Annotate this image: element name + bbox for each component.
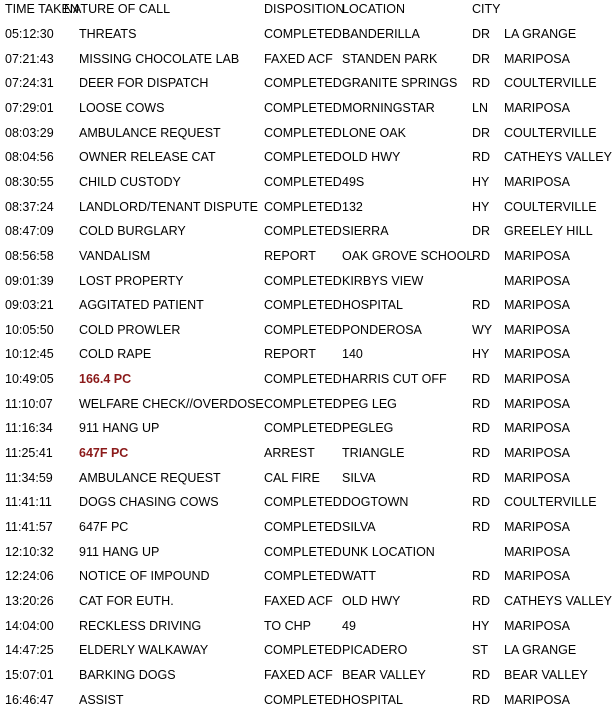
city-cell: MARIPOSA: [504, 347, 570, 362]
table-row: [0, 50, 614, 68]
street-type-cell: DR: [472, 51, 491, 66]
street-type-cell: DR: [472, 224, 491, 239]
nature-of-call-cell: RECKLESS DRIVING: [79, 618, 202, 633]
nature-of-call-cell: LANDLORD/TENANT DISPUTE: [79, 199, 258, 214]
street-type-cell: RD: [472, 667, 491, 682]
table-row: [0, 25, 614, 43]
table-row: [0, 99, 614, 117]
time-cell: 07:24:31: [5, 76, 54, 91]
nature-of-call-cell: BARKING DOGS: [79, 667, 176, 682]
time-cell: 11:10:07: [5, 396, 53, 411]
location-cell: WATT: [342, 569, 377, 584]
nature-of-call-cell: LOOSE COWS: [79, 100, 165, 115]
disposition-cell: COMPLETED: [264, 692, 342, 707]
table-row: [0, 567, 614, 585]
street-type-cell: RD: [472, 150, 491, 165]
disposition-cell: FAXED ACF: [264, 51, 333, 66]
table-row: [0, 296, 614, 314]
location-cell: BEAR VALLEY: [342, 667, 426, 682]
location-cell: 140: [342, 347, 363, 362]
nature-of-call-cell: THREATS: [79, 27, 137, 41]
city-cell: MARIPOSA: [504, 298, 570, 313]
time-cell: 11:41:57: [5, 520, 53, 534]
location-cell: HARRIS CUT OFF: [342, 372, 447, 387]
disposition-cell: ARREST: [264, 446, 315, 460]
disposition-cell: COMPLETED: [264, 396, 342, 411]
time-cell: 14:47:25: [5, 643, 54, 658]
location-cell: MORNINGSTAR: [342, 100, 435, 115]
nature-of-call-cell: 911 HANG UP: [79, 421, 160, 436]
header-nature-of-call: NATURE OF CALL: [64, 2, 171, 16]
header-location: LOCATION: [342, 2, 405, 16]
table-row: [0, 173, 614, 191]
location-cell: OLD HWY: [342, 150, 401, 165]
disposition-cell: COMPLETED: [264, 322, 342, 337]
street-type-cell: DR: [472, 125, 491, 140]
time-cell: 11:16:34: [5, 421, 53, 436]
table-row: [0, 272, 614, 290]
disposition-cell: COMPLETED: [264, 174, 342, 189]
location-cell: PEGLEG: [342, 421, 394, 436]
disposition-cell: COMPLETED: [264, 421, 342, 436]
table-row: [0, 641, 614, 659]
city-cell: CATHEYS VALLEY: [504, 150, 612, 165]
disposition-cell: COMPLETED: [264, 100, 342, 115]
table-row: [0, 469, 614, 487]
time-cell: 14:04:00: [5, 618, 54, 633]
street-type-cell: RD: [472, 76, 491, 91]
disposition-cell: COMPLETED: [264, 125, 342, 140]
disposition-cell: COMPLETED: [264, 643, 342, 658]
disposition-cell: REPORT: [264, 248, 316, 263]
location-cell: SILVA: [342, 520, 376, 534]
street-type-cell: HY: [472, 347, 490, 362]
time-cell: 12:24:06: [5, 569, 54, 584]
table-row: [0, 543, 614, 561]
nature-of-call-cell: WELFARE CHECK//OVERDOSE: [79, 396, 264, 411]
location-cell: OLD HWY: [342, 593, 401, 608]
location-cell: UNK LOCATION: [342, 544, 435, 559]
nature-of-call-cell: DEER FOR DISPATCH: [79, 76, 209, 91]
location-cell: STANDEN PARK: [342, 51, 438, 66]
location-cell: HOSPITAL: [342, 692, 403, 707]
time-cell: 12:10:32: [5, 544, 54, 559]
table-row: [0, 691, 614, 709]
disposition-cell: COMPLETED: [264, 199, 342, 214]
table-row: [0, 247, 614, 265]
location-cell: GRANITE SPRINGS: [342, 76, 458, 91]
city-cell: MARIPOSA: [504, 372, 570, 387]
disposition-cell: FAXED ACF: [264, 593, 333, 608]
time-cell: 08:04:56: [5, 150, 54, 165]
city-cell: COULTERVILLE: [504, 76, 597, 91]
time-cell: 16:46:47: [5, 692, 54, 707]
nature-of-call-cell: 647F PC: [79, 520, 129, 534]
location-cell: LONE OAK: [342, 125, 406, 140]
time-cell: 07:21:43: [5, 51, 54, 66]
table-row: [0, 148, 614, 166]
nature-of-call-cell: COLD PROWLER: [79, 322, 181, 337]
city-cell: MARIPOSA: [504, 692, 570, 707]
city-cell: MARIPOSA: [504, 446, 570, 460]
city-cell: MARIPOSA: [504, 520, 570, 534]
city-cell: BEAR VALLEY: [504, 667, 588, 682]
disposition-cell: COMPLETED: [264, 273, 342, 288]
nature-of-call-cell: ASSIST: [79, 692, 124, 707]
street-type-cell: RD: [472, 248, 491, 263]
street-type-cell: RD: [472, 593, 491, 608]
table-row: [0, 493, 614, 511]
table-row: [0, 222, 614, 240]
street-type-cell: RD: [472, 569, 491, 584]
street-type-cell: RD: [472, 298, 491, 313]
city-cell: LA GRANGE: [504, 643, 577, 658]
table-row: [0, 124, 614, 142]
header-time-taken: TIME TAKEN: [5, 2, 79, 16]
table-row: [0, 518, 614, 536]
city-cell: MARIPOSA: [504, 396, 570, 411]
location-cell: KIRBYS VIEW: [342, 273, 424, 288]
disposition-cell: COMPLETED: [264, 76, 342, 91]
header-disposition: DISPOSITION: [264, 2, 345, 16]
disposition-cell: TO CHP: [264, 618, 311, 633]
location-cell: SIERRA: [342, 224, 389, 239]
city-cell: COULTERVILLE: [504, 495, 597, 510]
nature-of-call-cell: LOST PROPERTY: [79, 273, 184, 288]
time-cell: 08:56:58: [5, 248, 54, 263]
location-cell: SILVA: [342, 470, 376, 485]
location-cell: 132: [342, 199, 363, 214]
disposition-cell: COMPLETED: [264, 27, 342, 41]
time-cell: 11:25:41: [5, 446, 53, 460]
street-type-cell: ST: [472, 643, 488, 658]
street-type-cell: RD: [472, 372, 491, 387]
location-cell: DOGTOWN: [342, 495, 409, 510]
time-cell: 07:29:01: [5, 100, 54, 115]
disposition-cell: COMPLETED: [264, 298, 342, 313]
time-cell: 11:34:59: [5, 470, 53, 485]
nature-of-call-cell: VANDALISM: [79, 248, 151, 263]
nature-of-call-cell: MISSING CHOCOLATE LAB: [79, 51, 240, 66]
city-cell: MARIPOSA: [504, 273, 570, 288]
street-type-cell: RD: [472, 396, 491, 411]
time-cell: 10:05:50: [5, 322, 54, 337]
header-row: [0, 0, 614, 18]
city-cell: MARIPOSA: [504, 100, 570, 115]
disposition-cell: FAXED ACF: [264, 667, 333, 682]
street-type-cell: HY: [472, 618, 490, 633]
nature-of-call-cell: AMBULANCE REQUEST: [79, 470, 221, 485]
disposition-cell: COMPLETED: [264, 224, 342, 239]
table-row: [0, 198, 614, 216]
nature-of-call-cell: 647F PC: [79, 446, 129, 460]
nature-of-call-cell: DOGS CHASING COWS: [79, 495, 219, 510]
city-cell: MARIPOSA: [504, 248, 570, 263]
time-cell: 08:37:24: [5, 199, 54, 214]
nature-of-call-cell: CHILD CUSTODY: [79, 174, 181, 189]
nature-of-call-cell: 166.4 PC: [79, 372, 132, 387]
city-cell: MARIPOSA: [504, 174, 570, 189]
time-cell: 08:03:29: [5, 125, 54, 140]
time-cell: 10:12:45: [5, 347, 54, 362]
time-cell: 09:01:39: [5, 273, 54, 288]
city-cell: MARIPOSA: [504, 421, 570, 436]
city-cell: GREELEY HILL: [504, 224, 593, 239]
city-cell: CATHEYS VALLEY: [504, 593, 612, 608]
location-cell: OAK GROVE SCHOOL: [342, 248, 474, 263]
table-row: [0, 74, 614, 92]
disposition-cell: COMPLETED: [264, 569, 342, 584]
location-cell: BANDERILLA: [342, 27, 420, 41]
city-cell: LA GRANGE: [504, 27, 577, 41]
disposition-cell: COMPLETED: [264, 495, 342, 510]
street-type-cell: LN: [472, 100, 488, 115]
city-cell: MARIPOSA: [504, 544, 570, 559]
city-cell: MARIPOSA: [504, 322, 570, 337]
nature-of-call-cell: AGGITATED PATIENT: [79, 298, 204, 313]
location-cell: PICADERO: [342, 643, 408, 658]
disposition-cell: COMPLETED: [264, 150, 342, 165]
nature-of-call-cell: ELDERLY WALKAWAY: [79, 643, 209, 658]
city-cell: MARIPOSA: [504, 569, 570, 584]
header-city: CITY: [472, 2, 501, 16]
time-cell: 05:12:30: [5, 27, 54, 41]
disposition-cell: REPORT: [264, 347, 316, 362]
street-type-cell: HY: [472, 199, 490, 214]
disposition-cell: CAL FIRE: [264, 470, 320, 485]
street-type-cell: RD: [472, 470, 491, 485]
table-row: [0, 345, 614, 363]
city-cell: COULTERVILLE: [504, 125, 597, 140]
street-type-cell: HY: [472, 174, 490, 189]
disposition-cell: COMPLETED: [264, 520, 342, 534]
nature-of-call-cell: COLD BURGLARY: [79, 224, 186, 239]
city-cell: MARIPOSA: [504, 51, 570, 66]
table-row: [0, 395, 614, 413]
street-type-cell: RD: [472, 692, 491, 707]
nature-of-call-cell: OWNER RELEASE CAT: [79, 150, 216, 165]
city-cell: MARIPOSA: [504, 618, 570, 633]
nature-of-call-cell: COLD RAPE: [79, 347, 152, 362]
nature-of-call-cell: CAT FOR EUTH.: [79, 593, 174, 608]
disposition-cell: COMPLETED: [264, 544, 342, 559]
nature-of-call-cell: AMBULANCE REQUEST: [79, 125, 221, 140]
table-row: [0, 592, 614, 610]
street-type-cell: RD: [472, 520, 491, 534]
table-row: [0, 666, 614, 684]
location-cell: 49S: [342, 174, 365, 189]
location-cell: PONDEROSA: [342, 322, 422, 337]
table-row: [0, 444, 614, 462]
time-cell: 09:03:21: [5, 298, 54, 313]
street-type-cell: RD: [472, 446, 491, 460]
location-cell: 49: [342, 618, 356, 633]
location-cell: PEG LEG: [342, 396, 397, 411]
nature-of-call-cell: 911 HANG UP: [79, 544, 160, 559]
time-cell: 10:49:05: [5, 372, 54, 387]
location-cell: HOSPITAL: [342, 298, 403, 313]
nature-of-call-cell: NOTICE OF IMPOUND: [79, 569, 210, 584]
time-cell: 11:41:11: [5, 495, 52, 510]
city-cell: COULTERVILLE: [504, 199, 597, 214]
table-row: [0, 321, 614, 339]
city-cell: MARIPOSA: [504, 470, 570, 485]
street-type-cell: RD: [472, 421, 491, 436]
time-cell: 08:47:09: [5, 224, 54, 239]
time-cell: 15:07:01: [5, 667, 54, 682]
street-type-cell: WY: [472, 322, 493, 337]
time-cell: 08:30:55: [5, 174, 54, 189]
location-cell: TRIANGLE: [342, 446, 405, 460]
time-cell: 13:20:26: [5, 593, 54, 608]
table-row: [0, 370, 614, 388]
street-type-cell: DR: [472, 27, 491, 41]
table-row: [0, 419, 614, 437]
table-row: [0, 617, 614, 635]
disposition-cell: COMPLETED: [264, 372, 342, 387]
street-type-cell: RD: [472, 495, 491, 510]
